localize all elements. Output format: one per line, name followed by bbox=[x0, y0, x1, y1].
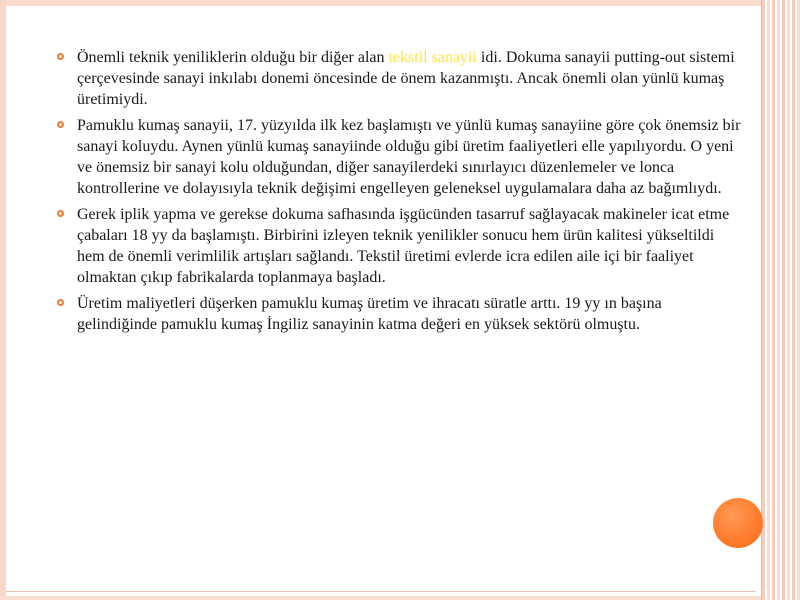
frame-right-stripes bbox=[761, 0, 800, 600]
bullet-item-1 bbox=[55, 47, 745, 110]
bullet-text-after: idi. Dokuma sanayii putting-out sistemi çerçevesinde sanayi inkılabı donemi öncesinde de önem kazanmıştı. Ancak önemli olan yünlü kumaş üretimiydi. bbox=[77, 49, 735, 108]
bullet-circle-icon bbox=[57, 299, 64, 306]
bullet-item-3 bbox=[55, 204, 745, 288]
bullet-circle-icon bbox=[57, 53, 64, 60]
frame-left-border bbox=[0, 0, 6, 600]
bullet-circle-icon bbox=[57, 121, 64, 128]
slide-content bbox=[55, 47, 745, 340]
bullet-circle-icon bbox=[57, 210, 64, 217]
bullet-text: Pamuklu kumaş sanayii, 17. yüzyılda ilk kez başlamıştı ve yünlü kumaş sanayiine göre çok önemsiz bir sanayi koluydu. Aynen yünlü kumaş sanayiinde olduğu gibi üretim faaliyetleri elle yapılıyordu. O yeni ve önemsiz bir sanayi kolu olduğundan, diğer sanayilerdeki sınırlayıcı düzenlemeler ve lonca kontrollerine ve dolayısıyla teknik değişimi engelleyen geleneksel uygulamalara daha az bağımlıydı. bbox=[77, 117, 741, 197]
frame-bottom-line bbox=[6, 591, 756, 592]
highlighted-term: tekstil sanayii bbox=[388, 49, 477, 66]
bullet-item-2 bbox=[55, 115, 745, 199]
frame-top-border bbox=[0, 0, 762, 6]
bullet-text-before: Önemli teknik yeniliklerin olduğu bir diğer alan bbox=[77, 49, 389, 66]
frame-bottom-border bbox=[0, 596, 762, 600]
bullet-text: Gerek iplik yapma ve gerekse dokuma safhasında işgücünden tasarruf sağlayacak makineler icat etme çabaları 18 yy da başlamıştı. Birbirini izleyen teknik yenilikler sonucu hem ürün kalitesi yükseltildi hem de önemli verimlilik artışları sağlandı. Tekstil üretimi evlerde icra edilen aile içi bir faaliyet olmaktan çıkıp fabrikalarda toplanmaya başladı. bbox=[77, 206, 730, 286]
orange-circle-decoration bbox=[713, 498, 763, 548]
bullet-item-4 bbox=[55, 293, 745, 335]
bullet-list bbox=[55, 47, 745, 335]
bullet-text: Üretim maliyetleri düşerken pamuklu kumaş üretim ve ihracatı süratle arttı. 19 yy ın başına gelindiğinde pamuklu kumaş İngiliz sanayinin katma değeri en yüksek sektörü olmuştu. bbox=[77, 295, 662, 333]
